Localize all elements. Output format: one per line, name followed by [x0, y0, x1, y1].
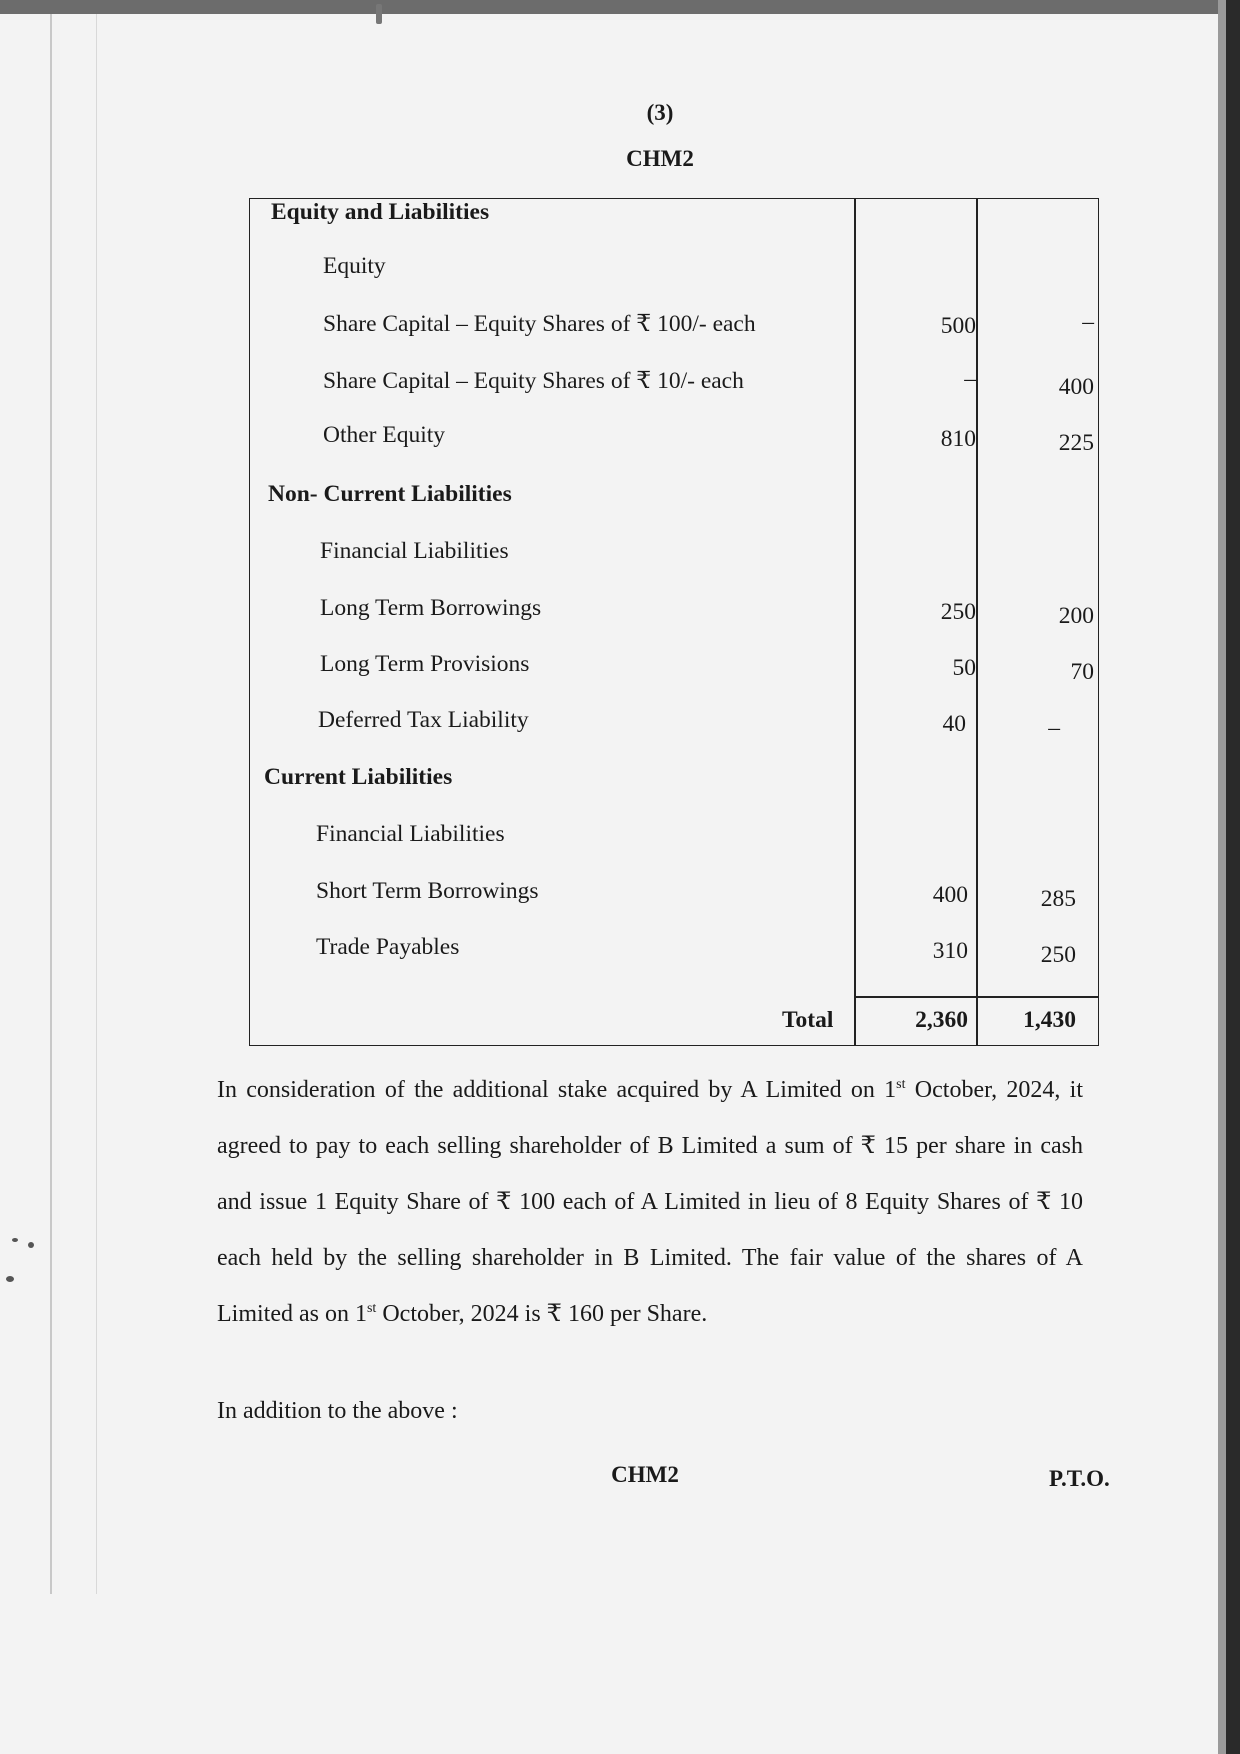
scan-speck [12, 1238, 18, 1242]
table-row [250, 651, 1098, 691]
value-cell: 200 [1058, 603, 1094, 629]
question-paragraph [217, 1062, 1083, 1342]
scan-speck [28, 1242, 34, 1248]
paper-code-footer: CHM2 [611, 1462, 679, 1487]
value-cell: 285 [1040, 886, 1076, 912]
scan-top-edge [0, 0, 1240, 14]
value-cell: 810 [940, 426, 976, 452]
scan-speck [6, 1276, 14, 1282]
paper-code-header: CHM2 [626, 146, 694, 171]
row-label: Financial Liabilities [316, 821, 505, 847]
value-cell: 70 [1070, 659, 1094, 685]
addition-note: In addition to the above : [217, 1398, 458, 1424]
value-cell: 500 [940, 313, 976, 339]
value-cell: 50 [952, 655, 976, 681]
row-label: Equity and Liabilities [271, 199, 490, 225]
total-row [250, 1007, 1098, 1047]
value-cell: 310 [932, 938, 968, 964]
table-row [250, 309, 1098, 349]
value-cell: 250 [1040, 942, 1076, 968]
total-divider [854, 996, 1098, 998]
table-row [250, 595, 1098, 635]
table-row [250, 481, 1098, 521]
row-label: Trade Payables [316, 934, 460, 960]
scan-margin-line [96, 14, 97, 1594]
balance-sheet-table [249, 198, 1099, 1046]
row-label: Short Term Borrowings [316, 878, 539, 904]
table-row [250, 422, 1098, 462]
ordinal-suffix: st [366, 1301, 377, 1316]
value-cell: – [1082, 309, 1094, 335]
row-label: Other Equity [323, 422, 446, 448]
paragraph-text: October, 2024, it agreed to pay to each selling shareholder of B Limited a sum of ₹ 15 per share in cash and issue 1 Equity Share of ₹ 100 each of A Limited in lieu of 8 Equity Shares of ₹ 10 each held by the selling shareholder in B Limited. The fair value of the shares of A Limited as on 1 [217, 1077, 1084, 1327]
table-row [250, 878, 1098, 918]
total-label: Total [782, 1007, 834, 1033]
table-row [250, 821, 1098, 861]
ordinal-suffix: st [896, 1077, 906, 1092]
value-cell: 400 [1058, 374, 1094, 400]
row-label: Long Term Borrowings [320, 595, 542, 621]
table-row [250, 253, 1098, 293]
total-value: 1,430 [1023, 1007, 1076, 1033]
table-row [250, 199, 1098, 239]
value-cell: 225 [1058, 430, 1094, 456]
value-cell: 40 [942, 711, 966, 737]
row-label: Long Term Provisions [320, 651, 530, 677]
table-row [250, 366, 1098, 406]
scan-right-shadow [1218, 0, 1226, 1754]
scan-speck [376, 4, 382, 24]
table-row [250, 538, 1098, 578]
row-label: Current Liabilities [264, 764, 453, 790]
value-cell: 400 [932, 882, 968, 908]
paragraph-text: October, 2024 is ₹ 160 per Share. [376, 1301, 708, 1327]
table-row [250, 764, 1098, 804]
table-row [250, 707, 1098, 747]
row-label: Deferred Tax Liability [318, 707, 529, 733]
table-row [250, 934, 1098, 974]
pto-label: P.T.O. [1049, 1466, 1110, 1491]
row-label: Financial Liabilities [320, 538, 509, 564]
value-cell: 250 [940, 599, 976, 625]
scan-right-edge [1226, 0, 1240, 1754]
row-label: Equity [323, 253, 386, 279]
page-number: (3) [646, 100, 674, 125]
value-cell: – [1048, 715, 1060, 741]
scan-fold-line [50, 14, 52, 1594]
row-label: Share Capital – Equity Shares of ₹ 100/- each [323, 311, 756, 337]
row-label: Non- Current Liabilities [268, 481, 512, 507]
row-label: Share Capital – Equity Shares of ₹ 10/- each [323, 368, 744, 394]
paragraph-text: In consideration of the additional stake acquired by A Limited on 1 [217, 1077, 897, 1103]
value-cell: – [964, 366, 976, 392]
total-value: 2,360 [915, 1007, 968, 1033]
